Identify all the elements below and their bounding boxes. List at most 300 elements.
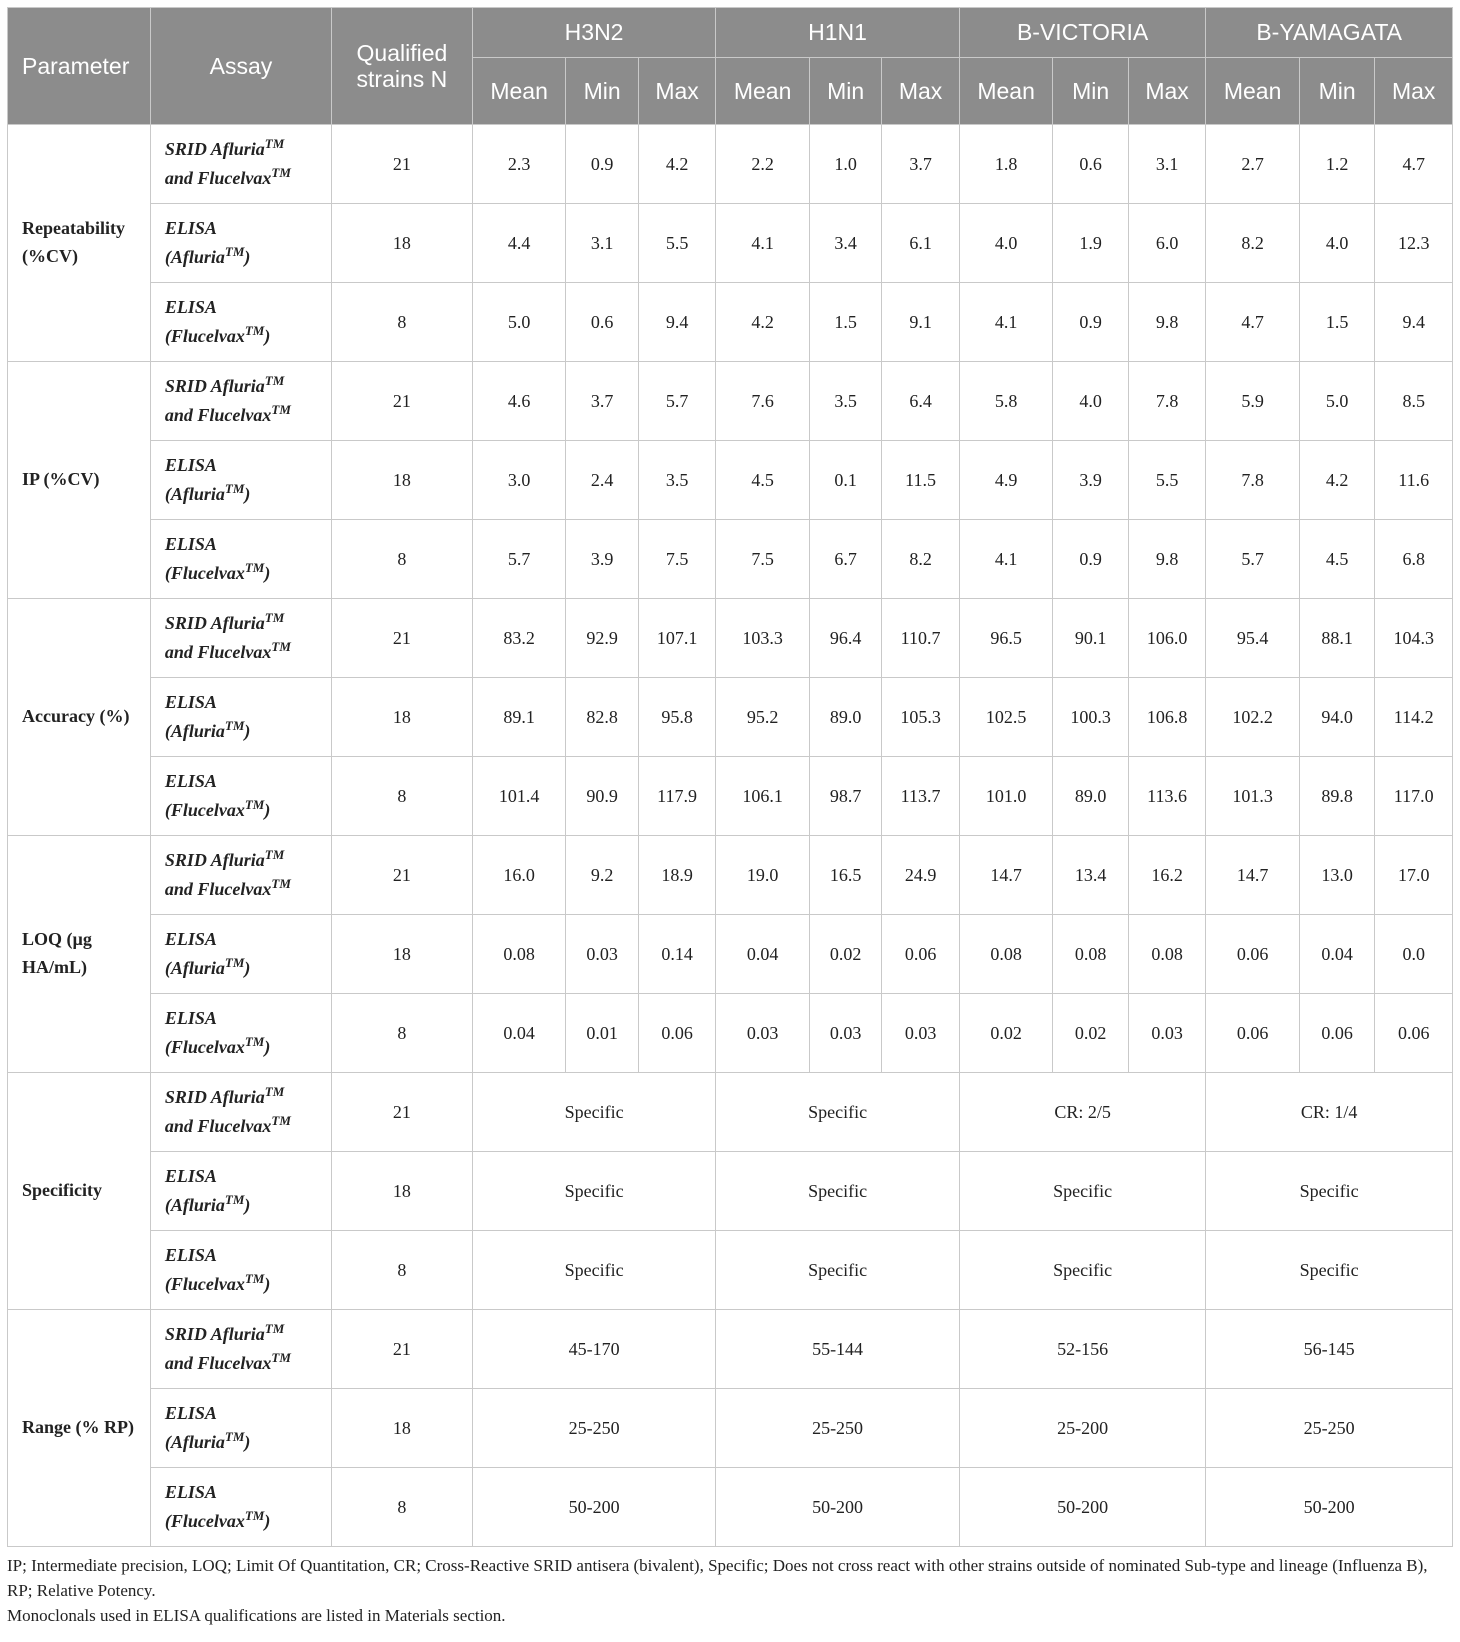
table-row [8, 1389, 1453, 1468]
assay-cell [150, 836, 331, 915]
header-min: Min [566, 58, 638, 125]
value-cell: 113.7 [882, 757, 959, 836]
assay-cell [150, 204, 331, 283]
assay-product: (Afluria [164, 247, 225, 267]
value-cell: 95.4 [1206, 599, 1300, 678]
value-cell: 1.5 [1299, 283, 1374, 362]
value-cell: 0.08 [1053, 915, 1128, 994]
assay-close: ) [264, 800, 271, 820]
result-cell: 52-156 [959, 1310, 1206, 1389]
value-cell: 5.7 [472, 520, 566, 599]
value-cell: 3.5 [638, 441, 715, 520]
result-cell: Specific [716, 1152, 959, 1231]
header-qualified-strains: Qualified strains N [331, 8, 472, 125]
trademark: TM [224, 1429, 245, 1444]
value-cell: 14.7 [959, 836, 1053, 915]
assay-cell [150, 1231, 331, 1310]
assay-method: ELISA [164, 929, 217, 950]
footnote-abbreviations: IP; Intermediate precision, LOQ; Limit Of Quantitation, CR; Cross-Reactive SRID antisera (bivalent), Specific; Does not cross react with other strains outside of nominated Sub-type and lineage (Influenza B), RP; Relative Potency. [7, 1556, 1428, 1600]
assay-close: ) [264, 1511, 271, 1531]
value-cell: 95.8 [638, 678, 715, 757]
value-cell: 0.03 [566, 915, 638, 994]
value-cell: 2.4 [566, 441, 638, 520]
assay-method: ELISA [164, 1403, 217, 1424]
value-cell: 9.4 [1375, 283, 1453, 362]
value-cell: 110.7 [882, 599, 959, 678]
value-cell: 5.5 [1128, 441, 1206, 520]
assay-close: ) [244, 1195, 251, 1215]
result-cell: Specific [472, 1073, 715, 1152]
value-cell: 3.9 [566, 520, 638, 599]
value-cell: 106.8 [1128, 678, 1206, 757]
assay-cell [150, 915, 331, 994]
qualified-n-cell: 21 [331, 1073, 472, 1152]
qualified-n-cell: 18 [331, 1152, 472, 1231]
trademark: TM [244, 1034, 265, 1049]
table-row [8, 362, 1453, 441]
trademark: TM [264, 610, 285, 626]
value-cell: 0.01 [566, 994, 638, 1073]
result-cell: 50-200 [1206, 1468, 1453, 1547]
qualified-n-cell: 21 [331, 836, 472, 915]
qualified-n-cell: 21 [331, 125, 472, 204]
value-cell: 0.08 [472, 915, 566, 994]
table-row [8, 1231, 1453, 1310]
trademark: TM [224, 244, 245, 259]
assay-close: ) [264, 326, 271, 346]
assay-method: ELISA [164, 297, 217, 318]
result-cell: Specific [472, 1231, 715, 1310]
value-cell: 1.9 [1053, 204, 1128, 283]
value-cell: 9.1 [882, 283, 959, 362]
assay-name-cont: and Flucelvax [164, 405, 272, 425]
value-cell: 114.2 [1375, 678, 1453, 757]
table-row [8, 994, 1453, 1073]
value-cell: 106.0 [1128, 599, 1206, 678]
value-cell: 4.6 [472, 362, 566, 441]
value-cell: 0.04 [1299, 915, 1374, 994]
assay-product: (Flucelvax [164, 1274, 245, 1294]
qualified-n-cell: 8 [331, 283, 472, 362]
qualified-n-cell: 8 [331, 1468, 472, 1547]
table-row [8, 520, 1453, 599]
value-cell: 4.2 [1299, 441, 1374, 520]
value-cell: 4.9 [959, 441, 1053, 520]
trademark: TM [224, 718, 245, 733]
value-cell: 18.9 [638, 836, 715, 915]
value-cell: 6.1 [882, 204, 959, 283]
trademark: TM [271, 876, 291, 891]
assay-close: ) [264, 1274, 271, 1294]
assay-cell [150, 1073, 331, 1152]
result-cell: 50-200 [959, 1468, 1206, 1547]
value-cell: 0.04 [716, 915, 810, 994]
assay-product: (Afluria [164, 484, 225, 504]
trademark: TM [264, 136, 285, 152]
assay-cell [150, 283, 331, 362]
qualified-n-cell: 21 [331, 599, 472, 678]
trademark: TM [244, 1508, 265, 1523]
trademark: TM [264, 847, 285, 863]
header-group-b-victoria: B-VICTORIA [959, 8, 1206, 58]
assay-name: SRID Afluria [164, 376, 265, 397]
value-cell: 3.7 [882, 125, 959, 204]
value-cell: 16.2 [1128, 836, 1206, 915]
value-cell: 6.7 [809, 520, 881, 599]
value-cell: 6.0 [1128, 204, 1206, 283]
value-cell: 0.02 [959, 994, 1053, 1073]
table-row [8, 757, 1453, 836]
value-cell: 0.9 [1053, 520, 1128, 599]
value-cell: 13.4 [1053, 836, 1128, 915]
value-cell: 89.1 [472, 678, 566, 757]
table-footnotes [7, 1553, 1453, 1628]
assay-name-cont: and Flucelvax [164, 642, 272, 662]
trademark: TM [244, 797, 265, 812]
value-cell: 0.08 [959, 915, 1053, 994]
value-cell: 19.0 [716, 836, 810, 915]
value-cell: 8.2 [882, 520, 959, 599]
value-cell: 92.9 [566, 599, 638, 678]
value-cell: 1.5 [809, 283, 881, 362]
assay-method: ELISA [164, 692, 217, 713]
value-cell: 4.1 [716, 204, 810, 283]
assay-product: (Afluria [164, 721, 225, 741]
value-cell: 96.4 [809, 599, 881, 678]
value-cell: 100.3 [1053, 678, 1128, 757]
trademark: TM [224, 481, 245, 496]
value-cell: 101.0 [959, 757, 1053, 836]
qualified-n-cell: 8 [331, 520, 472, 599]
trademark: TM [271, 639, 291, 654]
header-max: Max [882, 58, 959, 125]
value-cell: 95.2 [716, 678, 810, 757]
assay-cell [150, 1389, 331, 1468]
value-cell: 0.02 [1053, 994, 1128, 1073]
result-cell: Specific [959, 1231, 1206, 1310]
assay-name-cont: and Flucelvax [164, 168, 272, 188]
value-cell: 0.14 [638, 915, 715, 994]
qualified-n-cell: 18 [331, 204, 472, 283]
assay-name: SRID Afluria [164, 613, 265, 634]
assay-method: ELISA [164, 1166, 217, 1187]
assay-name: SRID Afluria [164, 1087, 265, 1108]
value-cell: 3.4 [809, 204, 881, 283]
table-row [8, 599, 1453, 678]
result-cell: Specific [959, 1152, 1206, 1231]
table-row [8, 678, 1453, 757]
value-cell: 0.06 [638, 994, 715, 1073]
trademark: TM [244, 560, 265, 575]
trademark: TM [244, 1271, 265, 1286]
trademark: TM [224, 1192, 245, 1207]
header-min: Min [1299, 58, 1374, 125]
table-row [8, 1152, 1453, 1231]
result-cell: 45-170 [472, 1310, 715, 1389]
value-cell: 98.7 [809, 757, 881, 836]
header-assay: Assay [150, 8, 331, 125]
value-cell: 0.03 [1128, 994, 1206, 1073]
trademark: TM [244, 323, 265, 338]
qualified-n-cell: 8 [331, 757, 472, 836]
parameter-cell: Repeatability (%CV) [8, 125, 151, 362]
table-row [8, 204, 1453, 283]
value-cell: 3.5 [809, 362, 881, 441]
value-cell: 0.9 [566, 125, 638, 204]
value-cell: 9.4 [638, 283, 715, 362]
header-mean: Mean [716, 58, 810, 125]
value-cell: 0.6 [1053, 125, 1128, 204]
value-cell: 8.5 [1375, 362, 1453, 441]
header-group-b-yamagata: B-YAMAGATA [1206, 8, 1453, 58]
assay-method: ELISA [164, 1245, 217, 1266]
value-cell: 1.0 [809, 125, 881, 204]
value-cell: 7.5 [716, 520, 810, 599]
table-header [8, 8, 1453, 125]
value-cell: 1.2 [1299, 125, 1374, 204]
assay-name-cont: and Flucelvax [164, 1116, 272, 1136]
value-cell: 0.03 [882, 994, 959, 1073]
header-min: Min [809, 58, 881, 125]
qualified-n-cell: 21 [331, 362, 472, 441]
value-cell: 0.06 [882, 915, 959, 994]
value-cell: 2.3 [472, 125, 566, 204]
value-cell: 5.7 [1206, 520, 1300, 599]
value-cell: 6.8 [1375, 520, 1453, 599]
header-parameter: Parameter [8, 8, 151, 125]
assay-cell [150, 1468, 331, 1547]
table-row [8, 441, 1453, 520]
value-cell: 104.3 [1375, 599, 1453, 678]
value-cell: 105.3 [882, 678, 959, 757]
value-cell: 102.2 [1206, 678, 1300, 757]
value-cell: 5.0 [472, 283, 566, 362]
value-cell: 0.04 [472, 994, 566, 1073]
value-cell: 14.7 [1206, 836, 1300, 915]
qualified-n-cell: 18 [331, 1389, 472, 1468]
assay-product: (Flucelvax [164, 326, 245, 346]
value-cell: 2.7 [1206, 125, 1300, 204]
assay-product: (Flucelvax [164, 1511, 245, 1531]
value-cell: 101.4 [472, 757, 566, 836]
assay-name: SRID Afluria [164, 1324, 265, 1345]
value-cell: 4.0 [1299, 204, 1374, 283]
header-max: Max [638, 58, 715, 125]
header-group-h1n1: H1N1 [716, 8, 959, 58]
assay-name-cont: and Flucelvax [164, 1353, 272, 1373]
validation-table [7, 7, 1453, 1547]
assay-method: ELISA [164, 218, 217, 239]
result-cell: CR: 1/4 [1206, 1073, 1453, 1152]
value-cell: 4.2 [716, 283, 810, 362]
header-mean: Mean [1206, 58, 1300, 125]
assay-cell [150, 757, 331, 836]
result-cell: Specific [1206, 1152, 1453, 1231]
header-mean: Mean [472, 58, 566, 125]
trademark: TM [271, 1350, 291, 1365]
assay-cell [150, 125, 331, 204]
table-body [8, 125, 1453, 1547]
value-cell: 6.4 [882, 362, 959, 441]
result-cell: 25-250 [716, 1389, 959, 1468]
value-cell: 90.9 [566, 757, 638, 836]
value-cell: 103.3 [716, 599, 810, 678]
trademark: TM [264, 1084, 285, 1100]
table-row [8, 283, 1453, 362]
value-cell: 5.7 [638, 362, 715, 441]
parameter-cell: LOQ (µg HA/mL) [8, 836, 151, 1073]
assay-close: ) [244, 721, 251, 741]
assay-name: SRID Afluria [164, 850, 265, 871]
header-min: Min [1053, 58, 1128, 125]
value-cell: 0.06 [1206, 915, 1300, 994]
qualified-n-cell: 21 [331, 1310, 472, 1389]
header-mean: Mean [959, 58, 1053, 125]
assay-product: (Afluria [164, 958, 225, 978]
value-cell: 0.06 [1299, 994, 1374, 1073]
trademark: TM [271, 165, 291, 180]
assay-cell [150, 1152, 331, 1231]
value-cell: 4.1 [959, 283, 1053, 362]
value-cell: 1.8 [959, 125, 1053, 204]
value-cell: 5.8 [959, 362, 1053, 441]
trademark: TM [224, 955, 245, 970]
value-cell: 2.2 [716, 125, 810, 204]
assay-close: ) [244, 958, 251, 978]
assay-product: (Afluria [164, 1432, 225, 1452]
value-cell: 113.6 [1128, 757, 1206, 836]
result-cell: Specific [1206, 1231, 1453, 1310]
value-cell: 0.06 [1375, 994, 1453, 1073]
table-row [8, 1310, 1453, 1389]
value-cell: 0.02 [809, 915, 881, 994]
parameter-cell: Accuracy (%) [8, 599, 151, 836]
value-cell: 82.8 [566, 678, 638, 757]
qualified-n-cell: 8 [331, 994, 472, 1073]
assay-product: (Flucelvax [164, 1037, 245, 1057]
assay-cell [150, 520, 331, 599]
value-cell: 9.8 [1128, 520, 1206, 599]
qualified-n-cell: 18 [331, 441, 472, 520]
value-cell: 16.0 [472, 836, 566, 915]
value-cell: 3.9 [1053, 441, 1128, 520]
value-cell: 7.6 [716, 362, 810, 441]
qualified-n-cell: 18 [331, 915, 472, 994]
assay-name-cont: and Flucelvax [164, 879, 272, 899]
value-cell: 101.3 [1206, 757, 1300, 836]
table-row [8, 125, 1453, 204]
result-cell: 50-200 [716, 1468, 959, 1547]
value-cell: 5.0 [1299, 362, 1374, 441]
value-cell: 4.5 [1299, 520, 1374, 599]
value-cell: 4.2 [638, 125, 715, 204]
value-cell: 0.0 [1375, 915, 1453, 994]
value-cell: 90.1 [1053, 599, 1128, 678]
assay-close: ) [244, 484, 251, 504]
value-cell: 107.1 [638, 599, 715, 678]
value-cell: 4.7 [1206, 283, 1300, 362]
value-cell: 3.0 [472, 441, 566, 520]
value-cell: 17.0 [1375, 836, 1453, 915]
value-cell: 88.1 [1299, 599, 1374, 678]
value-cell: 102.5 [959, 678, 1053, 757]
header-group-h3n2: H3N2 [472, 8, 715, 58]
qualified-n-cell: 8 [331, 1231, 472, 1310]
value-cell: 96.5 [959, 599, 1053, 678]
value-cell: 4.0 [959, 204, 1053, 283]
header-max: Max [1128, 58, 1206, 125]
value-cell: 0.6 [566, 283, 638, 362]
value-cell: 4.5 [716, 441, 810, 520]
value-cell: 4.7 [1375, 125, 1453, 204]
result-cell: Specific [716, 1231, 959, 1310]
value-cell: 11.5 [882, 441, 959, 520]
assay-close: ) [264, 563, 271, 583]
result-cell: 25-200 [959, 1389, 1206, 1468]
assay-cell [150, 362, 331, 441]
value-cell: 5.5 [638, 204, 715, 283]
qualified-n-cell: 18 [331, 678, 472, 757]
assay-product: (Flucelvax [164, 800, 245, 820]
value-cell: 4.0 [1053, 362, 1128, 441]
value-cell: 0.1 [809, 441, 881, 520]
value-cell: 8.2 [1206, 204, 1300, 283]
value-cell: 83.2 [472, 599, 566, 678]
result-cell: CR: 2/5 [959, 1073, 1206, 1152]
header-max: Max [1375, 58, 1453, 125]
table-row [8, 915, 1453, 994]
value-cell: 13.0 [1299, 836, 1374, 915]
footnote-monoclonals: Monoclonals used in ELISA qualifications are listed in Materials section. [7, 1606, 506, 1625]
result-cell: 25-250 [1206, 1389, 1453, 1468]
value-cell: 9.8 [1128, 283, 1206, 362]
value-cell: 0.03 [809, 994, 881, 1073]
result-cell: 50-200 [472, 1468, 715, 1547]
table-row [8, 1468, 1453, 1547]
assay-cell [150, 1310, 331, 1389]
result-cell: 25-250 [472, 1389, 715, 1468]
value-cell: 117.9 [638, 757, 715, 836]
value-cell: 16.5 [809, 836, 881, 915]
value-cell: 3.7 [566, 362, 638, 441]
value-cell: 94.0 [1299, 678, 1374, 757]
assay-method: ELISA [164, 1008, 217, 1029]
parameter-cell: Specificity [8, 1073, 151, 1310]
value-cell: 3.1 [566, 204, 638, 283]
value-cell: 12.3 [1375, 204, 1453, 283]
assay-cell [150, 678, 331, 757]
value-cell: 0.06 [1206, 994, 1300, 1073]
assay-close: ) [264, 1037, 271, 1057]
value-cell: 7.5 [638, 520, 715, 599]
value-cell: 106.1 [716, 757, 810, 836]
trademark: TM [271, 1113, 291, 1128]
value-cell: 89.0 [1053, 757, 1128, 836]
value-cell: 7.8 [1128, 362, 1206, 441]
value-cell: 0.03 [716, 994, 810, 1073]
value-cell: 9.2 [566, 836, 638, 915]
value-cell: 0.08 [1128, 915, 1206, 994]
result-cell: 55-144 [716, 1310, 959, 1389]
value-cell: 4.1 [959, 520, 1053, 599]
assay-method: ELISA [164, 534, 217, 555]
value-cell: 11.6 [1375, 441, 1453, 520]
assay-product: (Flucelvax [164, 563, 245, 583]
value-cell: 7.8 [1206, 441, 1300, 520]
assay-method: ELISA [164, 455, 217, 476]
result-cell: Specific [716, 1073, 959, 1152]
assay-close: ) [244, 247, 251, 267]
